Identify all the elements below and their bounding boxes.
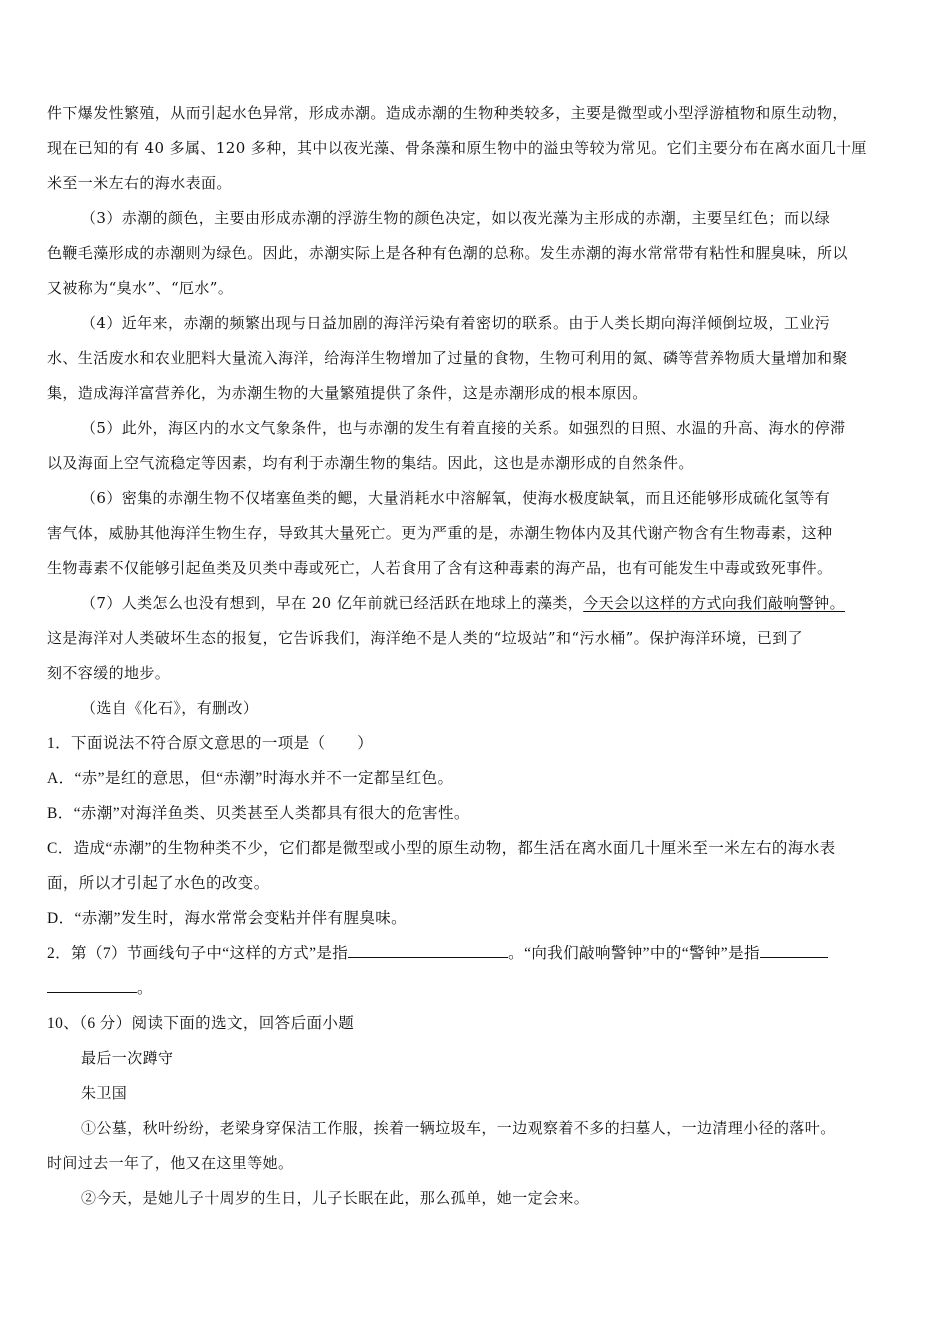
- story-paragraph-2: ②今天，是她儿子十周岁的生日，儿子长眠在此，那么孤单，她一定会来。: [81, 1189, 590, 1207]
- question-2: [47, 936, 907, 971]
- passage-line: 生物毒素不仅能够引起鱼类及贝类中毒或死亡，人若食用了含有这种毒素的海产品，也有可能发生中毒或致死事件。: [47, 559, 833, 577]
- p7-text: （7）人类怎么也没有想到，早在 20 亿年前就已经活跃在地球上的藻类，: [81, 594, 584, 612]
- passage-paragraph-7: [47, 586, 907, 621]
- passage-line: 米至一米左右的海水表面。: [47, 174, 232, 192]
- passage-paragraph-5: （5）此外，海区内的水文气象条件，也与赤潮的发生有着直接的关系。如强烈的日照、水温的升高、海水的停滞: [81, 419, 846, 437]
- passage-line: 色鞭毛藻形成的赤潮则为绿色。因此，赤潮实际上是各种有色潮的总称。发生赤潮的海水常常带有粘性和腥臭味，所以: [47, 244, 848, 262]
- passage-line: 以及海面上空气流稳定等因素，均有利于赤潮生物的集结。因此，这也是赤潮形成的自然条件。: [47, 454, 694, 472]
- story-paragraph-1: ①公墓，秋叶纷纷，老梁身穿保洁工作服，挨着一辆垃圾车，一边观察着不多的扫墓人，一边清理小径的落叶。: [81, 1119, 836, 1137]
- passage-line: 这是海洋对人类破坏生态的报复，它告诉我们，海洋绝不是人类的“垃圾站”和“污水桶”。保护海洋环境，已到了: [47, 629, 804, 647]
- passage-paragraph-4: （4）近年来，赤潮的频繁出现与日益加剧的海洋污染有着密切的联系。由于人类长期向海洋倾倒垃圾，工业污: [81, 314, 831, 332]
- question-2-end: 。: [137, 980, 153, 997]
- section-10-header: 10、（6 分）阅读下面的选文，回答后面小题: [47, 1015, 355, 1032]
- passage-paragraph-6: （6）密集的赤潮生物不仅堵塞鱼类的鳃，大量消耗水中溶解氧，使海水极度缺氧，而且还能够形成硫化氢等有: [81, 489, 831, 507]
- passage-line: 集，造成海洋富营养化，为赤潮生物的大量繁殖提供了条件，这是赤潮形成的根本原因。: [47, 384, 648, 402]
- option-d: D．“赤潮”发生时，海水常常会变粘并伴有腥臭味。: [47, 910, 408, 927]
- story-author: 朱卫国: [81, 1084, 128, 1102]
- answer-blank-2-cont[interactable]: [47, 978, 137, 993]
- passage-line: 刻不容缓的地步。: [47, 664, 171, 682]
- passage-line: 现在已知的有 40 多属、120 多种，其中以夜光藻、骨条藻和原生物中的溢虫等较为常见。它们主要分布在离水面几十厘: [47, 139, 867, 157]
- question-2-part2: 。“向我们敲响警钟”中的“警钟”是指: [508, 945, 760, 962]
- story-title: 最后一次蹲守: [81, 1049, 174, 1067]
- option-a: A．“赤”是红的意思，但“赤潮”时海水并不一定都呈红色。: [47, 770, 454, 787]
- option-b: B．“赤潮”对海洋鱼类、贝类甚至人类都具有很大的危害性。: [47, 805, 470, 822]
- passage-line: 害气体，威胁其他海洋生物生存，导致其大量死亡。更为严重的是，赤潮生物体内及其代谢产物含有生物毒素，这种: [47, 524, 833, 542]
- option-c-cont: 面，所以才引起了水色的改变。: [47, 875, 270, 892]
- question-2-cont: [47, 971, 907, 1006]
- source-citation: （选自《化石》，有删改）: [81, 699, 259, 717]
- passage-line: 件下爆发性繁殖，从而引起水色异常，形成赤潮。造成赤潮的生物种类较多，主要是微型或小型浮游植物和原生动物，: [47, 104, 848, 122]
- question-2-part1: 2．第（7）节画线句子中“这样的方式”是指: [47, 945, 349, 962]
- question-1-stem: 1．下面说法不符合原文意思的一项是（ ）: [47, 735, 374, 752]
- underlined-sentence: 今天会以这样的方式向我们敲响警钟。: [583, 594, 845, 612]
- exam-page: [47, 96, 907, 1216]
- story-line: 时间过去一年了，他又在这里等她。: [47, 1154, 294, 1172]
- answer-blank-1[interactable]: [348, 943, 508, 958]
- passage-line: 又被称为“臭水”、“厄水”。: [47, 279, 234, 297]
- option-c: C．造成“赤潮”的生物种类不少，它们都是微型或小型的原生动物，都生活在离水面几十厘米至一米左右的海水表: [47, 840, 836, 857]
- passage-paragraph-3: （3）赤潮的颜色，主要由形成赤潮的浮游生物的颜色决定，如以夜光藻为主形成的赤潮，主要呈红色；而以绿: [81, 209, 831, 227]
- passage-line: 水、生活废水和农业肥料大量流入海洋，给海洋生物增加了过量的食物，生物可利用的氮、磷等营养物质大量增加和聚: [47, 349, 848, 367]
- answer-blank-2[interactable]: [760, 943, 828, 958]
